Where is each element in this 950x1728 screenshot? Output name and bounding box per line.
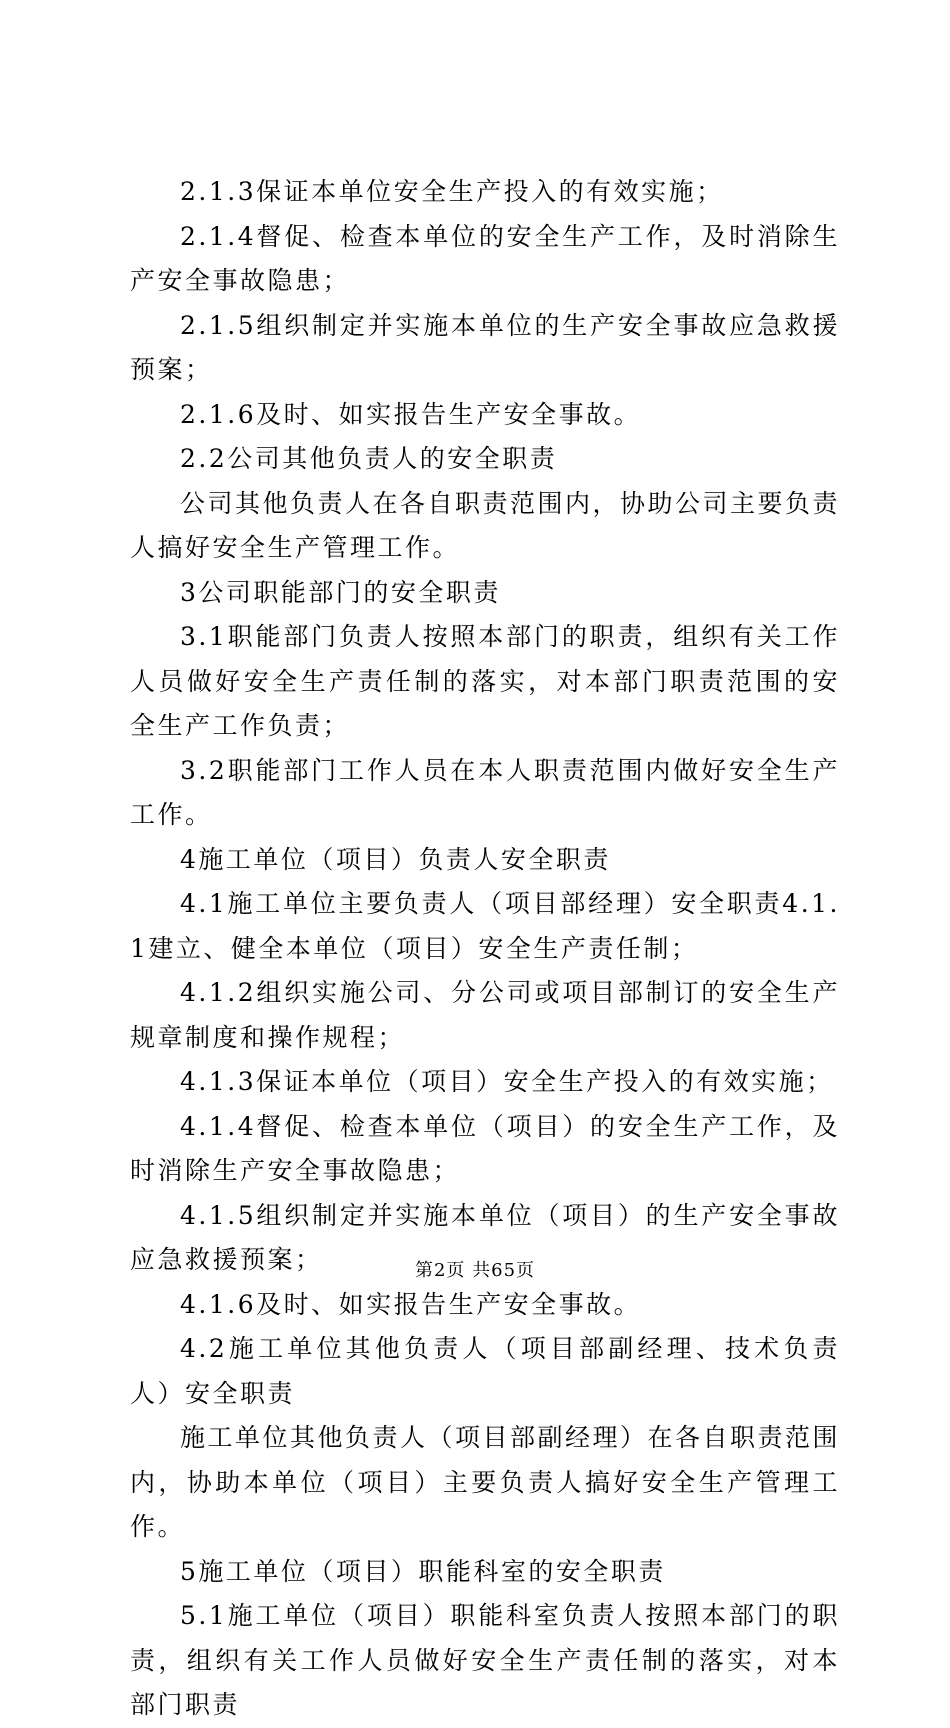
paragraph: 施工单位其他负责人（项目部副经理）在各自职责范围内，协助本单位（项目）主要负责人搞好安全生产管理工作。	[130, 1423, 841, 1541]
section-heading: 5施工单位（项目）职能科室的安全职责	[180, 1556, 666, 1586]
paragraph: 2.1.5组织制定并实施本单位的生产安全事故应急救援预案；	[130, 310, 840, 384]
paragraph: 3.2职能部门工作人员在本人职责范围内做好安全生产工作。	[130, 755, 840, 829]
paragraph: 4.1.2组织实施公司、分公司或项目部制订的安全生产规章制度和操作规程；	[130, 978, 840, 1052]
paragraph: 4.1.3保证本单位（项目）安全生产投入的有效实施；	[180, 1067, 834, 1096]
document-body	[130, 170, 840, 1728]
paragraph: 2.1.4督促、检查本单位的安全生产工作，及时消除生产安全事故隐患；	[130, 221, 840, 295]
paragraph: 2.1.3保证本单位安全生产投入的有效实施；	[180, 177, 724, 206]
paragraph: 2.1.6及时、如实报告生产安全事故。	[180, 399, 642, 429]
paragraph: 公司其他负责人在各自职责范围内，协助公司主要负责人搞好安全生产管理工作。	[130, 488, 841, 562]
paragraph: 4.1.4督促、检查本单位（项目）的安全生产工作，及时消除生产安全事故隐患；	[130, 1111, 840, 1185]
section-heading: 2.2公司其他负责人的安全职责	[180, 444, 558, 473]
paragraph: 5.1施工单位（项目）职能科室负责人按照本部门的职责，组织有关工作人员做好安全生产责任制的落实，对本部门职责	[130, 1601, 840, 1719]
paragraph: 4.1.6及时、如实报告生产安全事故。	[180, 1289, 642, 1319]
section-heading: 3公司职能部门的安全职责	[180, 577, 501, 607]
page-number-footer: 第2页 共65页	[414, 1260, 536, 1281]
section-heading: 4.2施工单位其他负责人（项目部副经理、技术负责人）安全职责	[130, 1334, 840, 1408]
paragraph: 4.1.5组织制定并实施本单位（项目）的生产安全事故应急救援预案；	[130, 1200, 840, 1274]
paragraph: 4.1施工单位主要负责人（项目部经理）安全职责4.1.1建立、健全本单位（项目）安全生产责任制；	[130, 889, 840, 963]
paragraph: 3.1职能部门负责人按照本部门的职责，组织有关工作人员做好安全生产责任制的落实，对本部门职责范围的安全生产工作负责；	[130, 622, 840, 740]
section-heading: 4施工单位（项目）负责人安全职责	[180, 844, 611, 874]
